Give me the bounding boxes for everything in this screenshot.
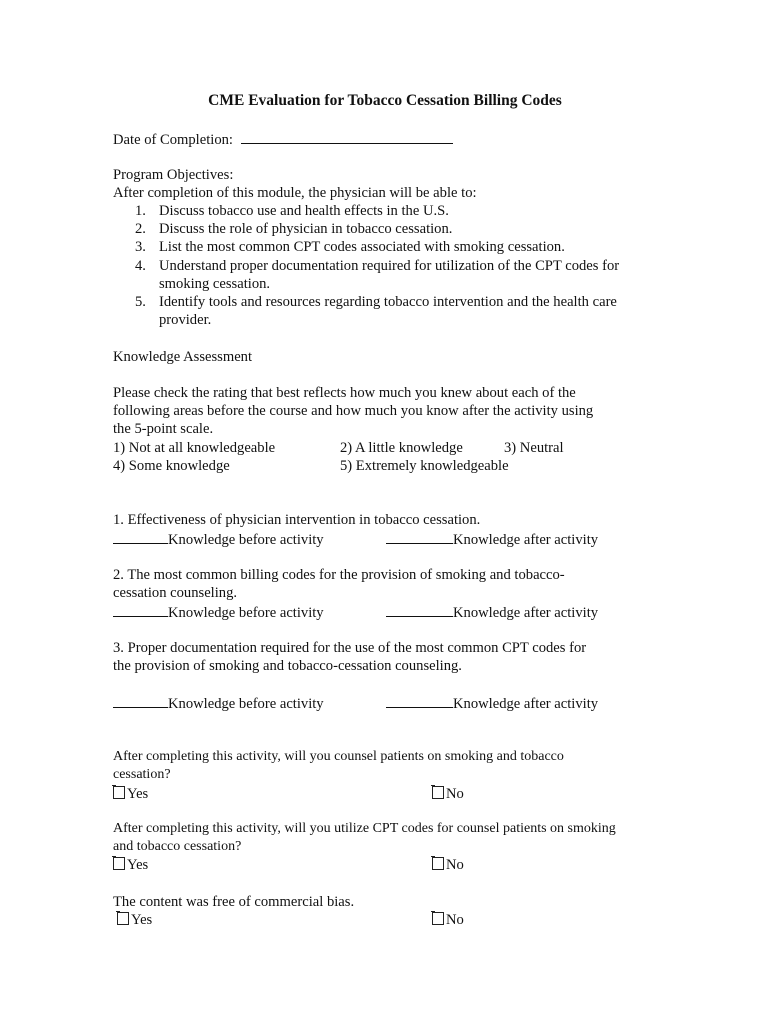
page-title: CME Evaluation for Tobacco Cessation Billing Codes [208, 92, 562, 109]
checkbox-icon[interactable] [113, 857, 125, 870]
instructions-line: following areas before the course and how much you know after the activity using [113, 403, 594, 419]
after-rating-field[interactable] [386, 530, 453, 544]
after-rating-field[interactable] [386, 694, 453, 708]
question-ratings [113, 603, 324, 622]
no-option[interactable]: No [432, 856, 464, 874]
before-label: Knowledge before activity [168, 696, 324, 712]
question-ratings [113, 694, 324, 713]
checkbox-icon[interactable] [113, 786, 125, 799]
date-of-completion-row [113, 130, 453, 149]
checkbox-icon[interactable] [117, 912, 129, 925]
question-text: the provision of smoking and tobacco-cessation counseling. [113, 658, 462, 674]
question-text: cessation? [113, 767, 171, 782]
after-rating-field[interactable] [386, 603, 453, 617]
yes-option[interactable]: Yes [113, 856, 148, 874]
instructions-line: the 5-point scale. [113, 421, 214, 437]
yes-option[interactable]: Yes [117, 911, 152, 929]
before-rating-field[interactable] [113, 530, 168, 544]
checkbox-icon[interactable] [432, 786, 444, 799]
question-text: 3. Proper documentation required for the use of the most common CPT codes for [113, 640, 587, 656]
question-ratings [113, 530, 324, 549]
date-field[interactable] [241, 130, 453, 144]
after-label: Knowledge after activity [453, 696, 599, 712]
after-label: Knowledge after activity [453, 532, 599, 548]
objective-item: 4. Understand proper documentation required for utilization of the CPT codes for smoking cessation. [135, 258, 620, 292]
scale-item-3: 3) Neutral [504, 440, 564, 456]
scale-item-5: 5) Extremely knowledgeable [340, 458, 509, 474]
question-text: 2. The most common billing codes for the provision of smoking and tobacco- [113, 567, 565, 583]
scale-item-2: 2) A little knowledge [340, 440, 463, 456]
before-label: Knowledge before activity [168, 532, 324, 548]
checkbox-icon[interactable] [432, 857, 444, 870]
assessment-heading: Knowledge Assessment [113, 349, 253, 365]
question-text: and tobacco cessation? [113, 839, 242, 854]
objectives-heading: Program Objectives: [113, 167, 234, 183]
after-rating [386, 603, 598, 622]
before-rating-field[interactable] [113, 603, 168, 617]
objective-item: 1. Discuss tobacco use and health effects in the U.S. [135, 203, 449, 219]
before-rating-field[interactable] [113, 694, 168, 708]
yes-option[interactable]: Yes [113, 785, 148, 803]
objectives-intro: After completion of this module, the physician will be able to: [113, 185, 477, 201]
after-rating [386, 694, 598, 713]
question-text: After completing this activity, will you counsel patients on smoking and tobacco [113, 749, 564, 764]
no-option[interactable]: No [432, 911, 464, 929]
scale-item-1: 1) Not at all knowledgeable [113, 440, 276, 456]
question-text: cessation counseling. [113, 585, 238, 601]
before-label: Knowledge before activity [168, 605, 324, 621]
question-text: The content was free of commercial bias. [113, 894, 355, 910]
objective-item: 5. Identify tools and resources regarding tobacco intervention and the health care provider. [135, 294, 617, 328]
question-text: After completing this activity, will you utilize CPT codes for counsel patients on smoking [113, 821, 616, 836]
no-option[interactable]: No [432, 785, 464, 803]
after-rating [386, 530, 598, 549]
question-text: 1. Effectiveness of physician intervention in tobacco cessation. [113, 512, 481, 528]
after-label: Knowledge after activity [453, 605, 599, 621]
instructions-line: Please check the rating that best reflects how much you knew about each of the [113, 385, 576, 401]
date-label: Date of Completion: [113, 132, 233, 148]
checkbox-icon[interactable] [432, 912, 444, 925]
scale-item-4: 4) Some knowledge [113, 458, 230, 474]
objective-item: 2. Discuss the role of physician in tobacco cessation. [135, 221, 453, 237]
objective-item: 3. List the most common CPT codes associated with smoking cessation. [135, 239, 565, 255]
